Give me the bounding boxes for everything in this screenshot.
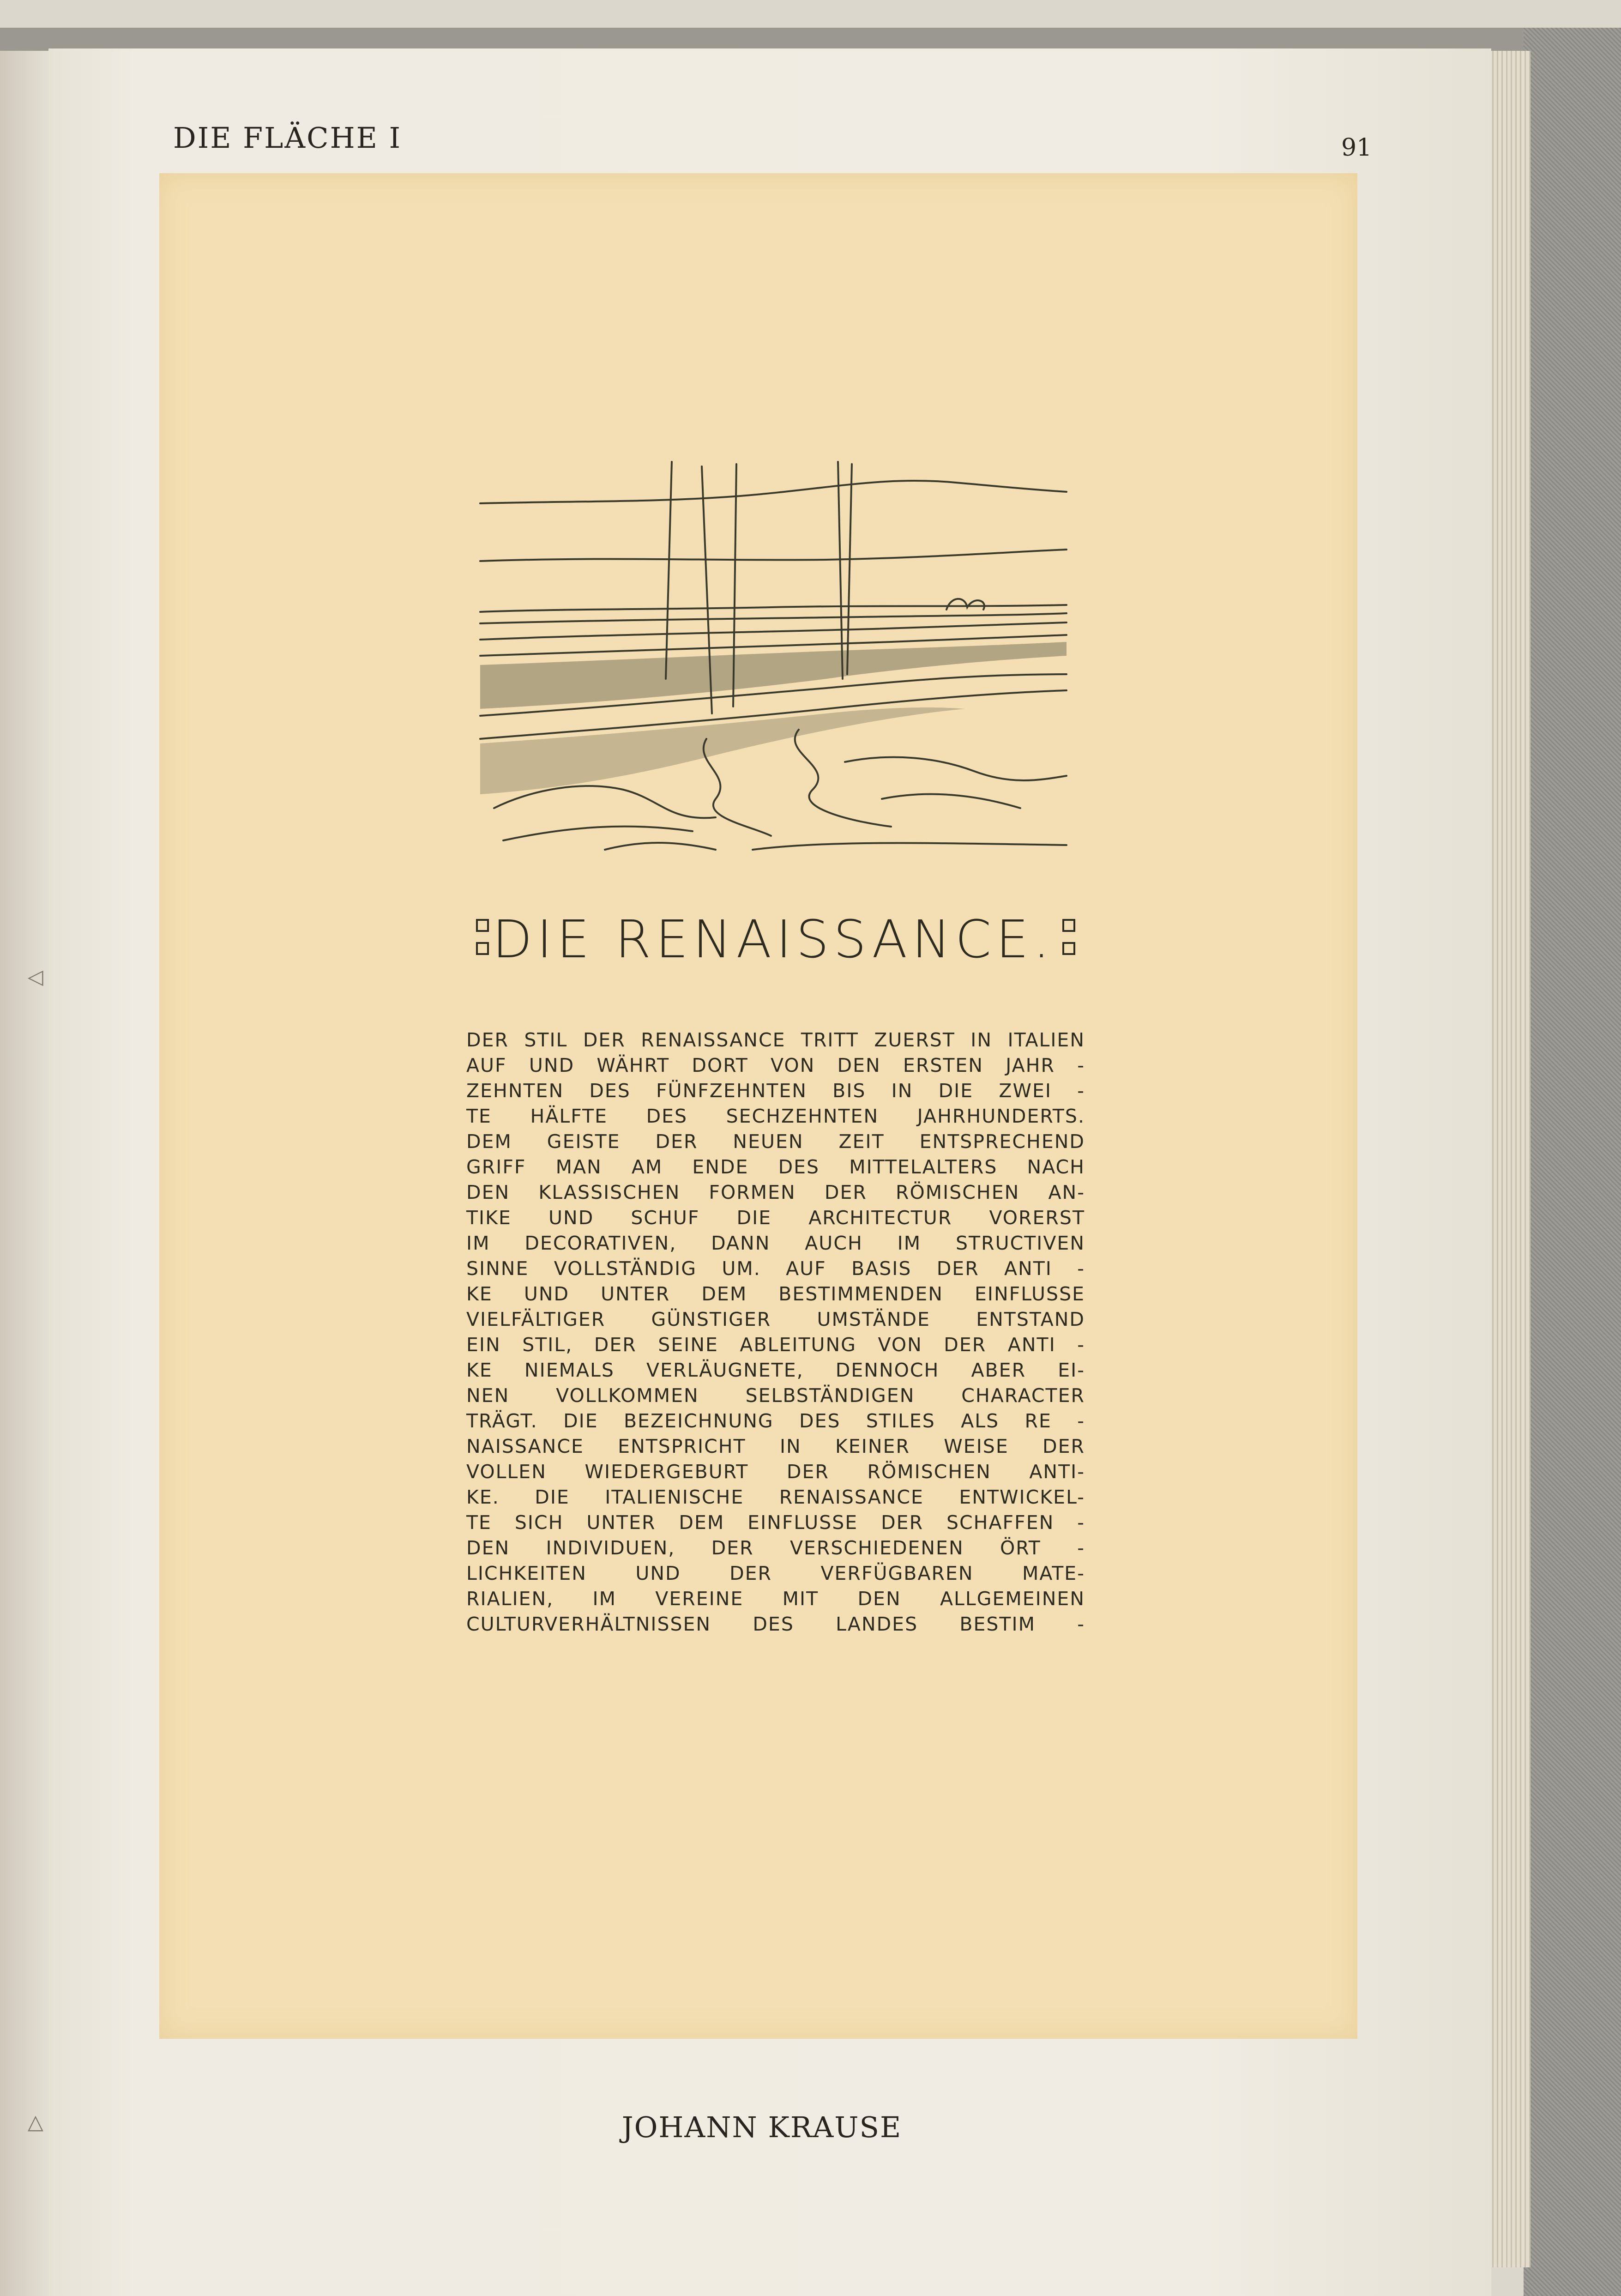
text-line: ZEHNTEN DES FÜNFZEHNTEN BIS IN DIE ZWEI - [466, 1080, 1085, 1102]
text-line: TE SICH UNTER DEM EINFLUSSE DER SCHAFFEN - [466, 1511, 1085, 1534]
text-line: KE NIEMALS VERLÄUGNETE, DENNOCH ABER EI- [466, 1359, 1085, 1381]
text-line: VIELFÄLTIGER GÜNSTIGER UMSTÄNDE ENTSTAND [466, 1308, 1085, 1330]
margin-mark-icon: ◁ [28, 965, 43, 989]
text-line: KE UND UNTER DEM BESTIMMENDEN EINFLUSSE [466, 1283, 1085, 1305]
landscape-with-poles-illustration [476, 457, 1071, 859]
margin-mark-icon: △ [28, 2110, 43, 2134]
left-page-edge [0, 51, 48, 2296]
text-line: KE. DIE ITALIENISCHE RENAISSANCE ENTWICKEL- [466, 1486, 1085, 1508]
book-cover-top-edge [0, 28, 1621, 51]
text-line: LICHKEITEN UND DER VERFÜGBAREN MATE- [466, 1562, 1085, 1584]
text-line: RIALIEN, IM VEREINE MIT DEN ALLGEMEINEN [466, 1588, 1085, 1610]
text-line: EIN STIL, DER SEINE ABLEITUNG VON DER ANTI - [466, 1334, 1085, 1356]
article-title: DIE RENAISSANCE. [492, 910, 1055, 970]
text-line: IM DECORATIVEN, DANN AUCH IM STRUCTIVEN [466, 1232, 1085, 1254]
running-head: DIE FLÄCHE I [173, 121, 402, 155]
text-line: TRÄGT. DIE BEZEICHNUNG DES STILES ALS RE - [466, 1410, 1085, 1432]
text-line: DEN INDIVIDUEN, DER VERSCHIEDENEN ÖRT - [466, 1537, 1085, 1559]
text-line: CULTURVERHÄLTNISSEN DES LANDES BESTIM - [466, 1613, 1085, 1635]
text-line: DEM GEISTE DER NEUEN ZEIT ENTSPRECHEND [466, 1130, 1085, 1153]
title-row [466, 905, 1080, 984]
text-line: NAISSANCE ENTSPRICHT IN KEINER WEISE DER [466, 1435, 1085, 1457]
text-line: VOLLEN WIEDERGEBURT DER RÖMISCHEN ANTI- [466, 1461, 1085, 1483]
text-line: AUF UND WÄHRT DORT VON DEN ERSTEN JAHR - [466, 1054, 1085, 1076]
text-line: NEN VOLLKOMMEN SELBSTÄNDIGEN CHARACTER [466, 1384, 1085, 1407]
text-line: DER STIL DER RENAISSANCE TRITT ZUERST IN ITALIEN [466, 1029, 1085, 1051]
text-line: DEN KLASSISCHEN FORMEN DER RÖMISCHEN AN- [466, 1181, 1085, 1203]
page-number: 91 [1341, 134, 1372, 162]
body-text [466, 1027, 1085, 1637]
text-line: GRIFF MAN AM ENDE DES MITTELALTERS NACH [466, 1156, 1085, 1178]
book-cover-board [1524, 28, 1621, 2296]
text-line: TIKE UND SCHUF DIE ARCHITECTUR VORERST [466, 1207, 1085, 1229]
text-line: TE HÄLFTE DES SECHZEHNTEN JAHRHUNDERTS. [466, 1105, 1085, 1127]
double-square-ornament-icon [1062, 919, 1076, 965]
text-line: SINNE VOLLSTÄNDIG UM. AUF BASIS DER ANTI - [466, 1257, 1085, 1280]
author-name: JOHANN KRAUSE [621, 2110, 902, 2144]
